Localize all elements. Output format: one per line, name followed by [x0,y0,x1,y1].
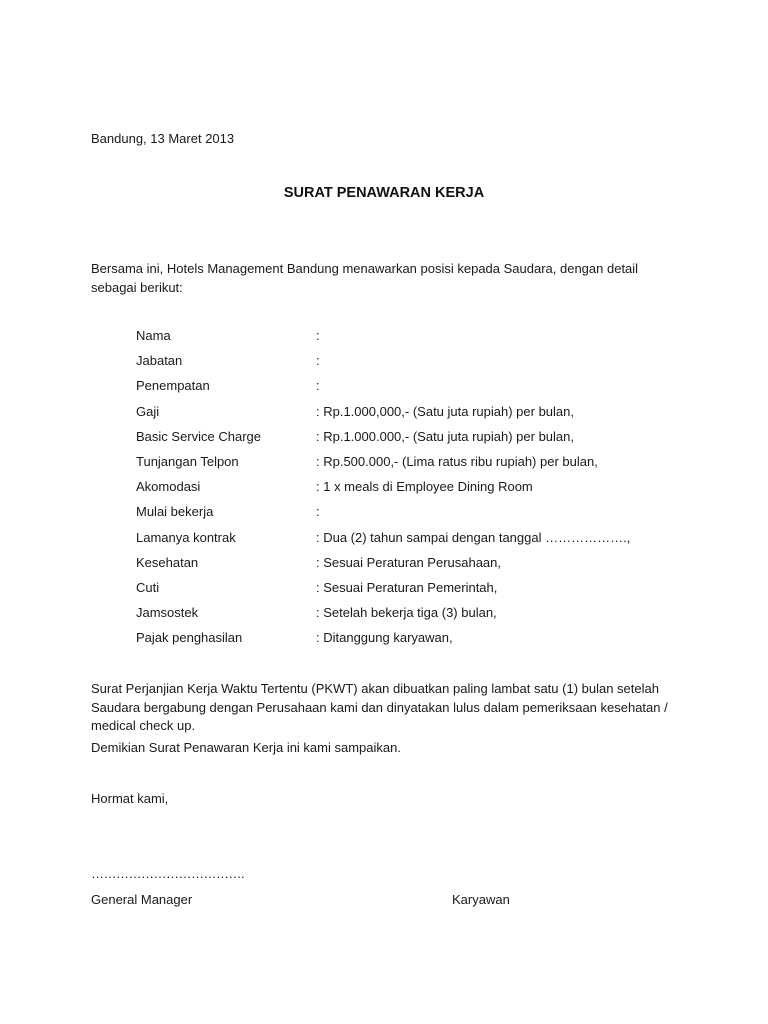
detail-label: Mulai bekerja [136,504,214,520]
detail-row [136,630,656,655]
closing-paragraph: Demikian Surat Penawaran Kerja ini kami sampaikan. [91,740,401,755]
place-date: Bandung, 13 Maret 2013 [91,131,235,146]
detail-label: Lamanya kontrak [136,529,236,545]
detail-row [136,504,656,529]
detail-value: : [316,504,320,520]
detail-label: Gaji [136,403,160,419]
detail-value: : Dua (2) tahun sampai dengan tanggal ………………., [316,529,631,545]
intro-paragraph: Bersama ini, Hotels Management Bandung menawarkan posisi kepada Saudara, dengan detail sebagai berikut: [91,261,639,295]
detail-label: Jabatan [136,353,183,369]
detail-value: : [316,378,320,394]
detail-label: Nama [136,328,171,343]
detail-value: : [316,353,320,369]
signature-line: ………………………………. [91,866,245,881]
salutation: Hormat kami, [91,791,169,806]
detail-label: Kesehatan [136,554,199,570]
detail-row [136,479,656,504]
detail-value: : Rp.500.000,- (Lima ratus ribu rupiah) per bulan, [316,453,598,469]
detail-value: : Rp.1.000,000,- (Satu juta rupiah) per bulan, [316,403,574,419]
detail-value: : 1 x meals di Employee Dining Room [316,479,533,495]
detail-value: : Sesuai Peraturan Perusahaan, [316,554,502,570]
detail-value: : Rp.1.000.000,- (Satu juta rupiah) per bulan, [316,428,574,444]
pkwt-paragraph: Surat Perjanjian Kerja Waktu Tertentu (PKWT) akan dibuatkan paling lambat satu (1) bulan setelah Saudara bergabung dengan Perusahaan kami dan dinyatakan lulus dalam pemeriksaan kesehatan / medical check up. [91,681,668,733]
detail-row [136,353,656,378]
detail-row [136,429,656,454]
detail-value: : Setelah bekerja tiga (3) bulan, [316,605,497,621]
detail-label: Jamsostek [136,605,199,621]
detail-label: Cuti [136,579,160,595]
detail-row [136,454,656,479]
detail-label: Pajak penghasilan [136,630,243,646]
detail-label: Basic Service Charge [136,428,261,444]
signer-karyawan: Karyawan [452,892,510,907]
offer-details-list [136,328,656,655]
letter-title: SURAT PENAWARAN KERJA [283,185,485,201]
detail-row [136,328,656,353]
signer-general-manager: General Manager [91,892,193,907]
detail-row [136,530,656,555]
detail-row [136,555,656,580]
detail-value: : Sesuai Peraturan Pemerintah, [316,579,498,595]
detail-row [136,605,656,630]
detail-label: Penempatan [136,378,210,394]
detail-row [136,580,656,605]
detail-row [136,404,656,429]
detail-label: Akomodasi [136,479,201,495]
detail-value: : Ditanggung karyawan, [316,630,453,646]
detail-row [136,378,656,403]
detail-label: Tunjangan Telpon [136,453,239,469]
detail-value: : [316,328,320,343]
